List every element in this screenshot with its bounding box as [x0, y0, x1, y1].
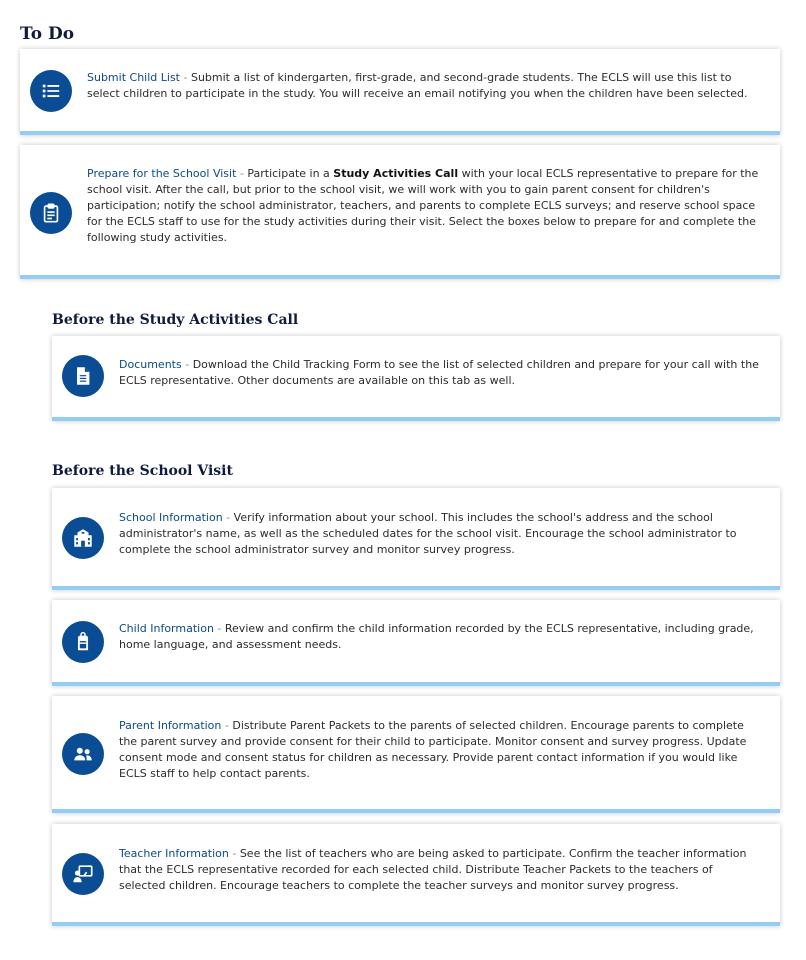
study-activities-call-bold: Study Activities Call — [333, 167, 459, 180]
separator: - — [222, 511, 234, 524]
child-information-link[interactable]: Child Information — [119, 622, 214, 635]
documents-description: Download the Child Tracking Form to see the list of selected children and prepare for your call with the ECLS representative. Other documents are available on this tab as well. — [119, 358, 759, 387]
parent-information-text — [119, 718, 762, 782]
prepare-text-after: with your local ECLS representative to prepare for the school visit. After the call, but prior to the school visit, we will work with you to gain parent consent for children's participation; notify the school administrator, teachers, and parents to complete ECLS surveys; and reserve school space for the ECLS staff to use for the study activities during their visit. Select the boxes below to prepare for and complete the following study activities. — [87, 167, 759, 244]
child-information-text — [119, 621, 762, 653]
submit-child-list-card[interactable] — [20, 49, 780, 135]
school-information-text — [119, 510, 762, 558]
child-information-description: Review and confirm the child information recorded by the ECLS representative, including grade, home language, and assessment needs. — [119, 622, 754, 651]
before-visit-heading: Before the School Visit — [52, 463, 233, 479]
documents-link[interactable]: Documents — [119, 358, 182, 371]
school-information-card[interactable] — [52, 488, 780, 590]
teacher-icon — [62, 853, 104, 895]
list-icon — [30, 70, 72, 112]
document-icon — [62, 355, 104, 397]
separator: - — [180, 71, 191, 84]
child-information-card[interactable] — [52, 600, 780, 686]
submit-child-list-description: Submit a list of kindergarten, first-grade, and second-grade students. The ECLS will use this list to select children to participate in the study. You will receive an email notifying you when the children have been selected. — [87, 71, 748, 100]
teacher-information-text — [119, 846, 762, 894]
teacher-information-description: See the list of teachers who are being asked to participate. Confirm the teacher information that the ECLS representative recorded for each selected child. Distribute Teacher Packets to the teachers of selected children. Encourage teachers to complete the teacher surveys and monitor survey progress. — [119, 847, 747, 892]
submit-child-list-text — [87, 70, 762, 102]
separator: - — [181, 358, 193, 371]
parent-information-link[interactable]: Parent Information — [119, 719, 222, 732]
teacher-information-card[interactable] — [52, 824, 780, 926]
school-information-link[interactable]: School Information — [119, 511, 223, 524]
parent-information-description: Distribute Parent Packets to the parents of selected children. Encourage parents to complete the parent survey and provide consent for their child to participate. Monitor consent and survey progress. Update consent mode and consent status for children as necessary. Provide parent contact information if you would like ECLS staff to help contact parents. — [119, 719, 747, 780]
documents-text — [119, 357, 762, 389]
prepare-school-visit-link[interactable]: Prepare for the School Visit — [87, 167, 237, 180]
separator: - — [236, 167, 248, 180]
separator: - — [221, 719, 233, 732]
school-icon — [62, 517, 104, 559]
backpack-icon — [62, 621, 104, 663]
prepare-school-visit-text — [87, 166, 762, 246]
prepare-school-visit-card[interactable] — [20, 145, 780, 279]
teacher-information-link[interactable]: Teacher Information — [119, 847, 229, 860]
before-call-heading: Before the Study Activities Call — [52, 312, 299, 328]
prepare-text-before: Participate in a — [247, 167, 334, 180]
submit-child-list-link[interactable]: Submit Child List — [87, 71, 180, 84]
documents-card[interactable] — [52, 336, 780, 421]
todo-heading: To Do — [20, 24, 75, 44]
users-icon — [62, 733, 104, 775]
school-information-description: Verify information about your school. This includes the school's address and the school administrator's name, as well as the scheduled dates for the school visit. Encourage the school administrator to complete the school administrator survey and monitor survey progress. — [119, 511, 737, 556]
clipboard-icon — [30, 192, 72, 234]
parent-information-card[interactable] — [52, 696, 780, 813]
separator: - — [213, 622, 225, 635]
separator: - — [228, 847, 240, 860]
